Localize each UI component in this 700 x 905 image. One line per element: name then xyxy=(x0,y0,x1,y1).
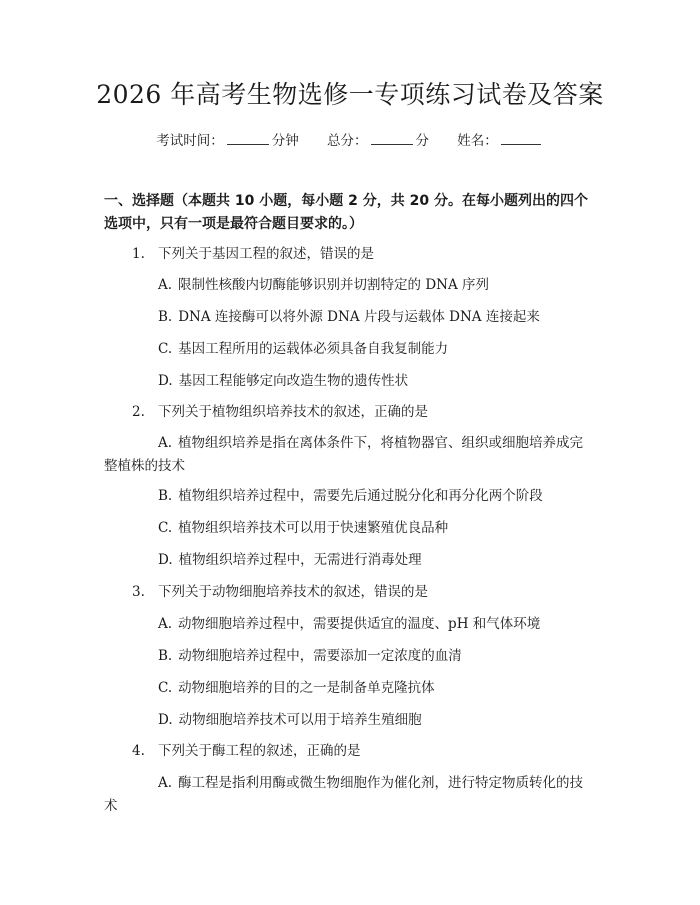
option-text: 植物组织培养技术可以用于快速繁殖优良品种 xyxy=(178,520,449,536)
option-text: 植物组织培养过程中，需要先后通过脱分化和再分化两个阶段 xyxy=(178,488,543,504)
question-stem xyxy=(132,243,374,265)
question-option xyxy=(158,485,543,507)
question-option xyxy=(158,517,448,539)
exam-time-blank xyxy=(227,132,269,145)
option-text: 基因工程所用的运载体必须具备自我复制能力 xyxy=(178,341,449,357)
option-text: 植物组织培养过程中，无需进行消毒处理 xyxy=(178,552,422,568)
question-option xyxy=(158,549,422,571)
total-score-label: 总分： xyxy=(327,133,368,149)
option-letter: D. xyxy=(158,552,173,568)
option-text: 动物细胞培养过程中，需要添加一定浓度的血清 xyxy=(178,648,462,664)
option-text: 动物细胞培养过程中，需要提供适宜的温度、pH 和气体环境 xyxy=(178,616,541,632)
total-score-blank xyxy=(371,132,413,145)
option-letter: C. xyxy=(158,341,173,357)
question-option xyxy=(158,274,489,296)
option-letter: A. xyxy=(158,616,173,632)
option-letter: A. xyxy=(158,435,173,451)
question-number: 1. xyxy=(132,246,145,262)
question-number: 3. xyxy=(132,584,145,600)
option-letter: B. xyxy=(158,309,173,325)
name-field xyxy=(457,133,544,149)
exam-time-label: 考试时间： xyxy=(156,133,224,149)
option-text: 酶工程是指利用酶或微生物细胞作为催化剂，进行特定物质转化的技术 xyxy=(104,775,584,814)
total-score-unit: 分 xyxy=(415,133,429,149)
question-stem xyxy=(132,581,428,603)
question-option xyxy=(158,306,540,328)
question-stem xyxy=(132,740,361,762)
question-option xyxy=(158,338,448,360)
page-title: 2026 年高考生物选修一专项练习试卷及答案 xyxy=(96,80,604,109)
question-option xyxy=(158,709,422,731)
name-label: 姓名： xyxy=(457,133,498,149)
exam-info-line xyxy=(0,130,700,152)
option-letter: B. xyxy=(158,648,173,664)
option-letter: C. xyxy=(158,520,173,536)
option-letter: C. xyxy=(158,680,173,696)
option-text: DNA 连接酶可以将外源 DNA 片段与运载体 DNA 连接起来 xyxy=(178,309,540,325)
question-option xyxy=(158,370,408,392)
question-text: 下列关于植物组织培养技术的叙述，正确的是 xyxy=(158,404,428,420)
name-blank xyxy=(501,132,541,145)
option-text: 动物细胞培养的目的之一是制备单克隆抗体 xyxy=(178,680,435,696)
option-letter: A. xyxy=(158,775,173,791)
option-text: 动物细胞培养技术可以用于培养生殖细胞 xyxy=(178,712,422,728)
question-stem xyxy=(132,401,428,423)
question-option xyxy=(158,677,435,699)
exam-time-field xyxy=(156,133,299,149)
option-text: 基因工程能够定向改造生物的遗传性状 xyxy=(178,373,409,389)
question-text: 下列关于酶工程的叙述，正确的是 xyxy=(158,743,361,759)
question-option xyxy=(104,772,596,818)
question-option xyxy=(104,432,596,478)
option-letter: D. xyxy=(158,712,173,728)
question-number: 4. xyxy=(132,743,145,759)
option-text: 限制性核酸内切酶能够识别并切割特定的 DNA 序列 xyxy=(178,277,490,293)
option-letter: A. xyxy=(158,277,173,293)
question-option xyxy=(158,645,462,667)
option-letter: D. xyxy=(158,373,173,389)
exam-time-unit: 分钟 xyxy=(271,133,299,149)
option-text: 植物组织培养是指在离体条件下，将植物器官、组织或细胞培养成完整植株的技术 xyxy=(104,435,584,474)
option-letter: B. xyxy=(158,488,173,504)
section-heading: 一、选择题（本题共 10 小题，每小题 2 分，共 20 分。在每小题列出的四个选项中，只有一项是最符合题目要求的。） xyxy=(104,193,588,232)
question-number: 2. xyxy=(132,404,145,420)
question-text: 下列关于动物细胞培养技术的叙述，错误的是 xyxy=(158,584,428,600)
question-text: 下列关于基因工程的叙述，错误的是 xyxy=(158,246,374,262)
total-score-field xyxy=(327,133,429,149)
question-option xyxy=(158,613,540,635)
